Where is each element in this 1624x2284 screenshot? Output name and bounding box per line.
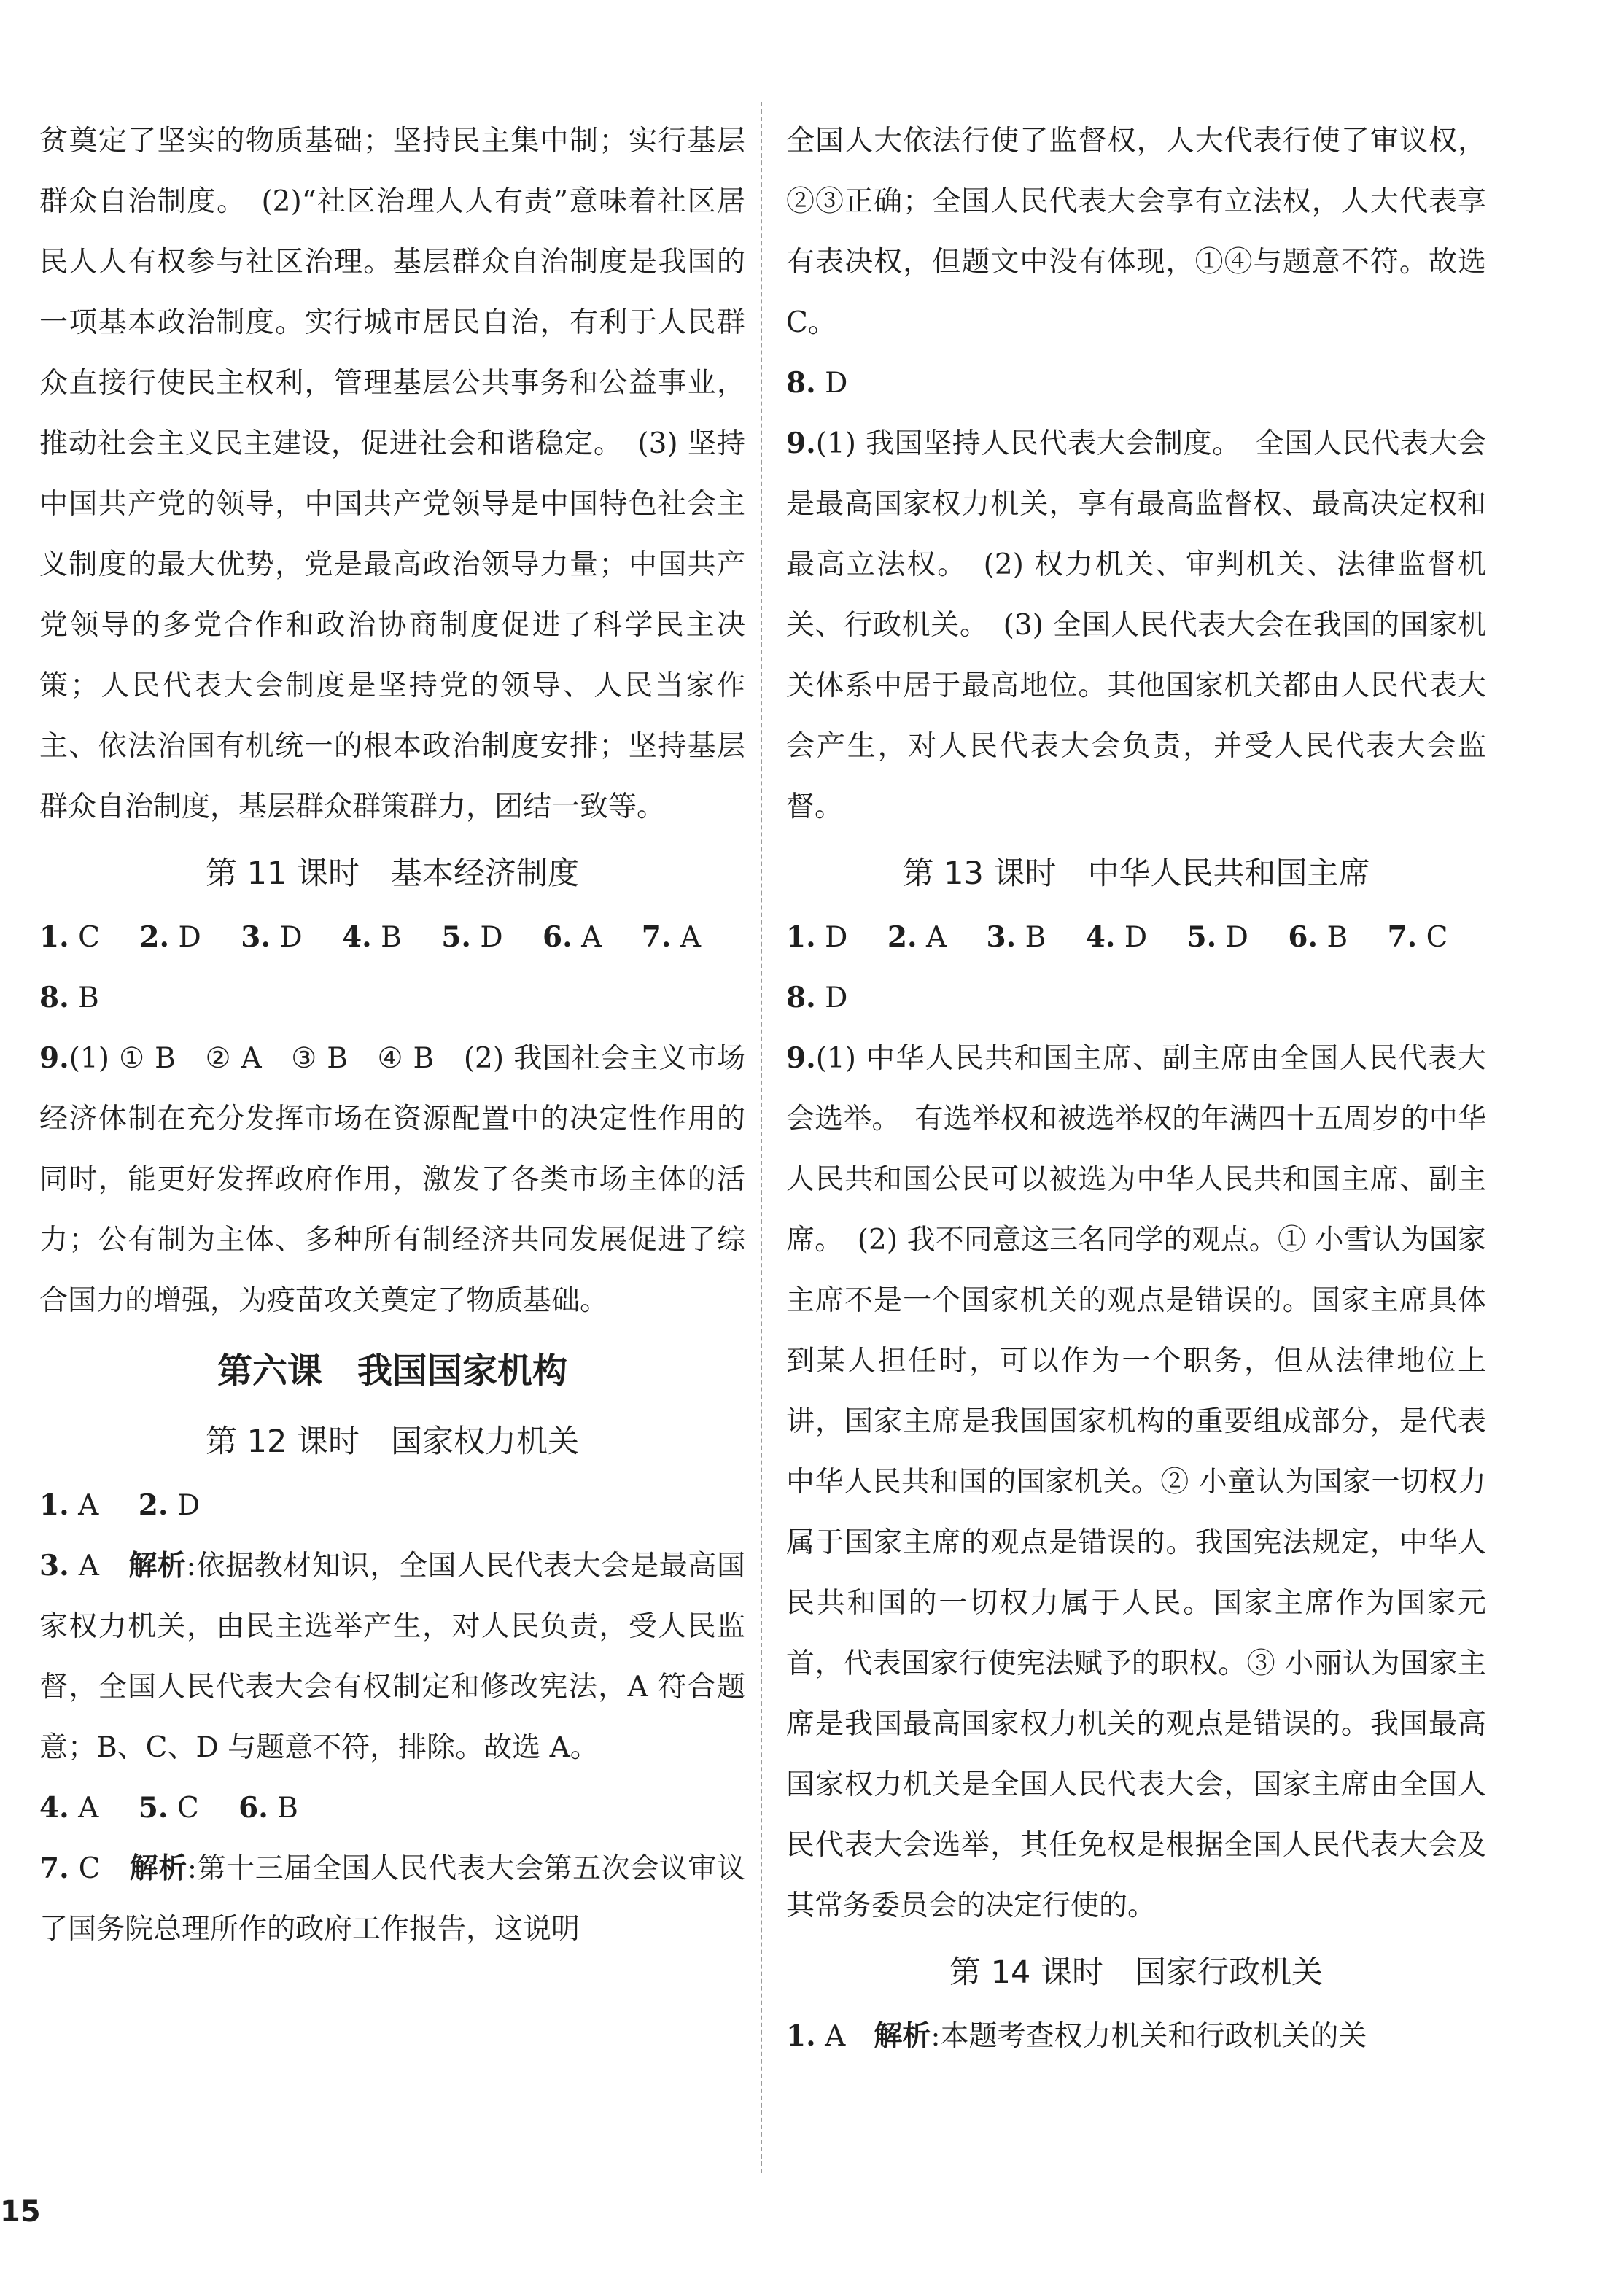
answer-item: 6. B xyxy=(238,1791,298,1825)
lesson-11-answers xyxy=(39,907,745,1028)
left-column xyxy=(39,111,745,1959)
answer-item: 1. D xyxy=(786,920,848,954)
answer-item: 4. B xyxy=(342,920,402,954)
intro-paragraph: 贫奠定了坚实的物质基础；坚持民主集中制；实行基层群众自治制度。 (2)“社区治理人人有责”意味着社区居民人人有权参与社区治理。基层群众自治制度是我国的一项基本政治制度。实行城市居民自治，有利于人民群众直接行使民主权利，管理基层公共事务和公益事业，推动社会主义民主建设，促进社会和谐稳定。 (3) 坚持中国共产党的领导，中国共产党领导是中国特色社会主义制度的最大优势，党是最高政治领导力量；中国共产党领导的多党合作和政治协商制度促进了科学民主决策；人民代表大会制度是坚持党的领导、人民当家作主、依法治国有机统一的根本政治制度安排；坚持基层群众自治制度，基层群众群策群力，团结一致等。 xyxy=(39,125,745,823)
answer-item: 8. B xyxy=(39,981,99,1014)
lesson-14-title: 第 14 课时 国家行政机关 xyxy=(949,1954,1324,1991)
lesson-12-q3: 3. A 解析:依据教材知识，全国人民代表大会是最高国家权力机关，由民主选举产生，对人民负责，受人民监督，全国人民代表大会有权制定和修改宪法，A 符合题意；B、C、D 与题意不符，排除。故选 A。 xyxy=(39,1549,745,1764)
lesson-11-title: 第 11 课时 基本经济制度 xyxy=(205,855,580,892)
lesson-12-title: 第 12 课时 国家权力机关 xyxy=(205,1423,580,1460)
answer-item: 6. B xyxy=(1288,920,1348,954)
answer-item: 7. A xyxy=(641,920,702,954)
answer-item: 5. D xyxy=(1186,920,1248,954)
lesson-13-title: 第 13 课时 中华人民共和国主席 xyxy=(902,855,1370,892)
answer-item: 5. C xyxy=(138,1791,199,1825)
answer-item: 1. A xyxy=(39,1488,99,1522)
answer-item: 4. A xyxy=(39,1791,99,1825)
answer-item: 1. C xyxy=(39,920,100,954)
lesson-14-q1: 1. A 解析:本题考查权力机关和行政机关的关 xyxy=(786,2019,1367,2053)
lesson-13-q9: 9.(1) 中华人民共和国主席、副主席由全国人民代表大会选举。 有选举权和被选举权的年满四十五周岁的中华人民共和国公民可以被选为中华人民共和国主席、副主席。 (2) 我不同意这三名同学的观点。① 小雪认为国家主席不是一个国家机关的观点是错误的。国家主席具体到某人担任时，可以作为一个职务，但从法律地位上讲，国家主席是我国国家机构的重要组成部分，是代表中华人民共和国的国家机关。② 小童认为国家一切权力属于国家主席的观点是错误的。我国宪法规定，中华人民共和国的一切权力属于人民。国家主席作为国家元首，代表国家行使宪法赋予的职权。③ 小丽认为国家主席是我国最高国家权力机关的观点是错误的。我国最高国家权力机关是全国人民代表大会，国家主席由全国人民代表大会选举，其任免权是根据全国人民代表大会及其常务委员会的决定行使的。 xyxy=(786,1041,1486,1922)
column-divider xyxy=(761,102,762,2173)
lesson-11-q9: 9.(1) ① B ② A ③ B ④ B (2) 我国社会主义市场经济体制在充分发挥市场在资源配置中的决定性作用的同时，能更好发挥政府作用，激发了各类市场主体的活力；公有制为主体、多种所有制经济共同发展促进了综合国力的增强，为疫苗攻关奠定了物质基础。 xyxy=(39,1041,745,1317)
answer-item: 2. D xyxy=(139,920,201,954)
right-column xyxy=(786,111,1486,2067)
answer-item: 6. A xyxy=(543,920,602,954)
answer-item: 7. C xyxy=(1387,920,1448,954)
lesson-13-answers xyxy=(786,907,1486,1028)
unit-6-title: 第六课 我国国家机构 xyxy=(217,1351,567,1391)
lesson-12-q7: 7. C 解析:第十三届全国人民代表大会第五次会议审议了国务院总理所作的政府工作报告，这说明 xyxy=(39,1852,745,1946)
answer-item: 8. D xyxy=(786,981,848,1014)
answer-item: 2. A xyxy=(887,920,947,954)
answer-item: 3. D xyxy=(241,920,303,954)
lesson-12-answers-b xyxy=(39,1778,745,1838)
page-number: 15 xyxy=(0,2195,41,2229)
lesson-12-q7-continued: 全国人大依法行使了监督权，人大代表行使了审议权，②③正确；全国人民代表大会享有立法权，人大代表享有表决权，但题文中没有体现，①④与题意不符。故选 C。 xyxy=(786,125,1486,339)
lesson-12-answers-a xyxy=(39,1475,745,1536)
answer-item: 3. B xyxy=(986,920,1046,954)
lesson-12-q9: 9.(1) 我国坚持人民代表大会制度。 全国人民代表大会是最高国家权力机关，享有最高监督权、最高决定权和最高立法权。 (2) 权力机关、审判机关、法律监督机关、行政机关。 (3) 全国人民代表大会在我国的国家机关体系中居于最高地位。其他国家机关都由人民代表大会产生，对人民代表大会负责，并受人民代表大会监督。 xyxy=(786,427,1486,823)
answer-item: 5. D xyxy=(441,920,503,954)
answer-item: 4. D xyxy=(1085,920,1148,954)
lesson-12-q8: 8. D xyxy=(786,366,848,400)
answer-item: 2. D xyxy=(138,1488,201,1522)
